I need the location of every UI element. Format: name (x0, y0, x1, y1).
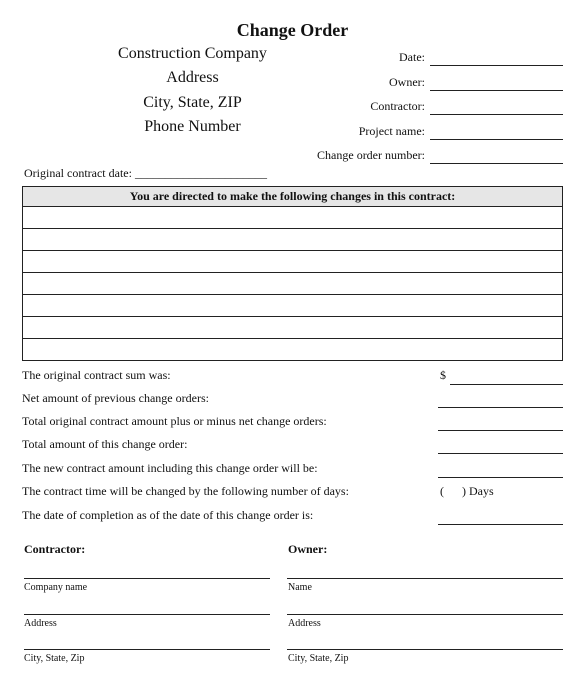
change-order-number-label: Change order number: (317, 148, 425, 162)
contractor-address-label: Address (24, 618, 57, 629)
change-row[interactable] (23, 339, 562, 361)
contractor-field[interactable] (430, 113, 563, 115)
new-contract-amount-field[interactable] (438, 476, 563, 478)
owner-address-label: Address (288, 618, 321, 629)
change-order-number-field[interactable] (430, 162, 563, 164)
company-address: Address (166, 69, 219, 86)
change-row[interactable] (23, 317, 562, 339)
owner-city-field[interactable] (287, 648, 563, 650)
original-sum-label: The original contract sum was: (22, 368, 171, 382)
owner-name-label: Name (288, 582, 312, 593)
dollar-sign: $ (440, 368, 446, 382)
contractor-company-name-label: Company name (24, 582, 88, 593)
change-row[interactable] (23, 207, 562, 229)
project-name-field[interactable] (430, 138, 563, 140)
document-title: Change Order (236, 20, 349, 40)
change-row[interactable] (23, 251, 562, 273)
change-row[interactable] (23, 295, 562, 317)
completion-date-label: The date of completion as of the date of this change order is: (22, 508, 314, 522)
contractor-company-name-field[interactable] (24, 577, 270, 579)
new-contract-amount-label: The new contract amount including this change order will be: (22, 461, 318, 475)
change-row[interactable] (23, 273, 562, 295)
total-original-amount-field[interactable] (438, 429, 563, 431)
contract-days-field[interactable]: ( ) Days (440, 484, 494, 498)
previous-change-orders-field[interactable] (438, 406, 563, 408)
date-field[interactable] (430, 64, 563, 66)
owner-field[interactable] (430, 89, 563, 91)
original-sum-field[interactable] (450, 383, 563, 385)
company-city: City, State, ZIP (143, 94, 242, 111)
owner-city-label: City, State, Zip (288, 653, 349, 664)
contractor-city-label: City, State, Zip (24, 653, 85, 664)
date-label: Date: (399, 50, 425, 64)
company-phone: Phone Number (144, 118, 241, 135)
original-contract-date: Original contract date: ______________________ (24, 166, 267, 180)
owner-signature-heading: Owner: (288, 542, 328, 556)
this-change-order-total-label: Total amount of this change order: (22, 437, 188, 451)
project-name-label: Project name: (358, 124, 425, 138)
changes-header: You are directed to make the following changes in this contract: (23, 187, 562, 207)
contractor-address-field[interactable] (24, 613, 270, 615)
owner-label: Owner: (389, 75, 425, 89)
changes-table (22, 186, 563, 361)
this-change-order-total-field[interactable] (438, 452, 563, 454)
change-row[interactable] (23, 229, 562, 251)
company-name: Construction Company (118, 45, 267, 62)
owner-name-field[interactable] (287, 577, 563, 579)
contract-time-label: The contract time will be changed by the following number of days: (22, 484, 349, 498)
contractor-signature-heading: Contractor: (24, 542, 86, 556)
contractor-city-field[interactable] (24, 648, 270, 650)
completion-date-field[interactable] (438, 523, 563, 525)
total-original-amount-label: Total original contract amount plus or minus net change orders: (22, 414, 327, 428)
contractor-label: Contractor: (370, 99, 425, 113)
owner-address-field[interactable] (287, 613, 563, 615)
previous-change-orders-label: Net amount of previous change orders: (22, 391, 209, 405)
